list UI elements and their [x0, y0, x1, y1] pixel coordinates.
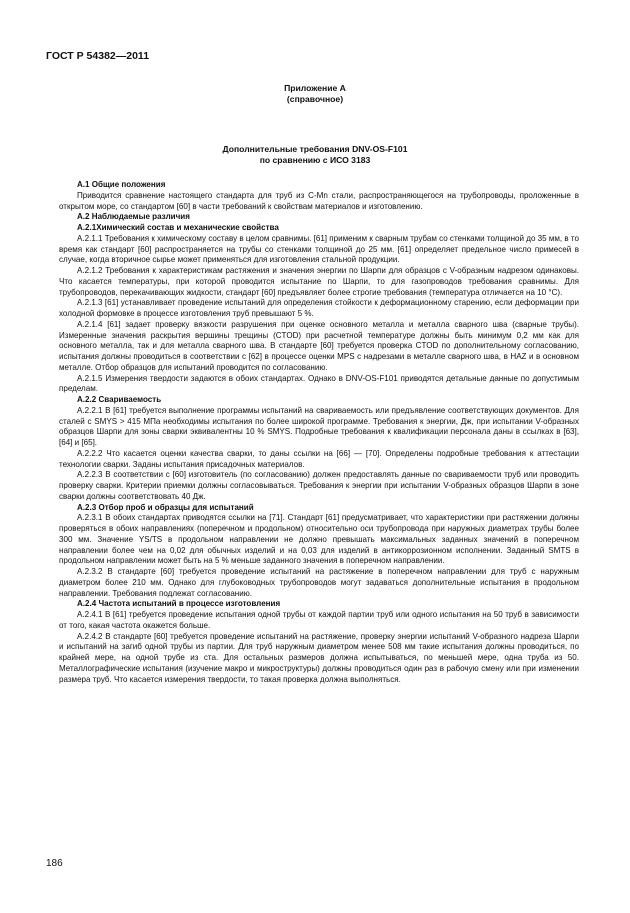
paragraph: A.2.1.1 Требования к химическому составу в целом сравнимы. [61] применим к сварным трубам со стенками толщиной до 35 мм, в то время как стандарт [60] распространяется на трубы со стенками толщиной до 25 мм. [61] определяет предельное число примесей в случае, когда вторичное сырье может применяться для изготовления стальной продукции. [59, 233, 579, 265]
section-heading: A.2 Наблюдаемые различия [77, 212, 190, 222]
appendix-title: Приложение А [284, 83, 346, 93]
paragraph: A.2.2.3 В соответствии с [60] изготовитель (по согласованию) должен предоставлять данные по свариваемости труб или проводить проверку сварки. Критерии приемки должны согласовываться. Требования к энергии при испытании V-образных образцов Шарпи в зоне сварки должны соответствовать 40 Дж. [59, 470, 579, 501]
section-heading: A.2.2 Свариваемость [77, 395, 162, 404]
section-title-line2: по сравнению с ИСО 3183 [259, 155, 371, 165]
paragraph: Приводится сравнение настоящего стандарта для труб из C-Mn стали, распространяющегося на трубопроводы, проложенные в открытом море, со стандартом [60] в части требований к свойствам материалов и изготовлению. [59, 190, 579, 211]
paragraph: A.2.4.1 В [61] требуется проведение испытания одной трубы от каждой партии труб или одного испытания на 50 труб в зависимости от того, какая частота окажется больше. [59, 610, 579, 630]
section-heading: A.2.4 Частота испытаний в процессе изготовления [77, 599, 281, 609]
standard-header: ГОСТ Р 54382—2011 [46, 50, 150, 62]
document-body [59, 180, 579, 685]
paragraph: A.2.4.2 В стандарте [60] требуется проведение испытаний на растяжение, проверку энергии испытаний V-образного надреза Шарпи и испытаний на загиб одной трубы из партии. Для труб наружным диаметром менее 508 мм такие испытания должны проводиться, по крайней мере, на одной трубе из ста. Для остальных размеров должна испытываться, по меньшей мере, одна труба из 50. Металлографические испытания (изучение макро и микроструктуры) должны проводиться один раз в рабочую смену или при изменении размера труб. Что касается измерения твердости, то такая проверка должна выполняться. [59, 631, 579, 684]
paragraph: A.2.1.5 Измерения твердости задаются в обоих стандартах. Однако в DNV-OS-F101 приводятся детальные данные по допустимым пределам. [59, 373, 579, 394]
appendix-subtitle: (справочное) [286, 94, 344, 104]
paragraph: A.2.3.1 В обоих стандартах приводятся ссылки на [71]. Стандарт [61] предусматривает, что характеристики при растяжении должны проверяться в обоих направлениях (поперечном и продольном) относительно оси трубопровода при наружных диаметрах трубы более 300 мм. Значение YS/TS в продольном направлении не должно превышать максимальных заданных значений в поперечном направлении более чем на 0,02 для обычных изделий и на 0,03 для изделий в антикоррозионном исполнении. Заданный SMTS в продольном направлении может быть на 5 % меньше заданного значения в поперечном направлении. [59, 513, 579, 566]
page-number: 186 [46, 858, 63, 869]
paragraph: A.2.1.2 Требования к характеристикам растяжения и значения энергии по Шарпи для образцов с V-образным надрезом одинаковы. Что касается температуры, при которой проводится испытание по Шарпи, то для газопроводов требования сравнимы. Для трубопроводов, перекачивающих жидкости, стандарт [60] предъявляет более строгие требования (температура отличается на 10 °C). [59, 266, 579, 297]
paragraph: A.2.1.4 [61] задает проверку вязкости разрушения при оценке основного металла и металла сварного шва (сварные трубы). Измеренные значения раскрытия вершины трещины (CTOD) при расчетной температуре должны быть минимум 0,2 мм как для основного металла, так и для металла сварного шва. В стандарте [60] требуется проверка CTOD по дополнительному согласованию, испытания должны проводиться в соответствии с [62] в процессе оценки MPS с надрезами в металле сварного шва, в HAZ и в основном металле. Отбор образцов для испытаний проводится по согласованию. [59, 319, 579, 372]
section-title-line1: Дополнительные требования DNV-OS-F101 [222, 144, 408, 154]
paragraph: A.2.3.2 В стандарте [60] требуется проведение испытаний на растяжение в поперечном направлении для труб с наружным диаметром более 210 мм. Однако для глубоководных трубопроводов могут задаваться дополнительные испытания в продольном направлении. Требования подлежат согласованию. [59, 567, 579, 598]
section-heading: A.2.1Химический состав и механические свойства [77, 223, 279, 232]
paragraph: A.2.1.3 [61] устанавливает проведение испытаний для определения стойкости к деформационному старению, если деформации при холодной формовке в процессе изготовления труб превышают 5 %. [59, 298, 579, 318]
paragraph: A.2.2.1 В [61] требуется выполнение программы испытаний на свариваемость или предъявление соответствующих документов. Для сталей с SMYS > 415 МПа необходимы испытания по более широкой программе. Требования к энергии, Дж, при испытании V-образных образцов Шарпи для зоны сварки эквивалентны 10 % SMYS. Подробные требования к квалификации персонала даны в ссылках в [63], [64] и [65]. [59, 405, 579, 447]
section-heading: A.2.3 Отбор проб и образцы для испытаний [77, 502, 254, 512]
section-heading: A.1 Общие положения [77, 180, 166, 189]
paragraph: A.2.2.2 Что касается оценки качества сварки, то даны ссылки на [66] — [70]. Определены подробные требования к аттестации технологии сварки. Заданы испытания присадочных материалов. [59, 448, 579, 469]
